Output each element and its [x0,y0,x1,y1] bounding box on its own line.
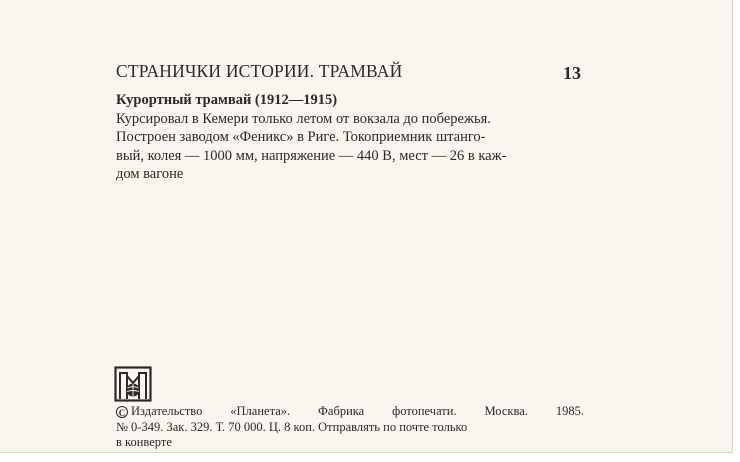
series-title: СТРАНИЧКИ ИСТОРИИ. ТРАМВАЙ [116,61,403,81]
copyright-icon: С [116,406,128,418]
imprint-word: Фабрика [318,404,365,418]
page-number: 13 [563,63,581,83]
imprint [116,404,586,451]
article-line: Курсировал в Кемери только летом от вокзала до побережья. [116,111,491,127]
article-line: вый, колея — 1000 мм, напряжение — 440 В, мест — 26 в каж- [116,147,507,164]
article-heading: Курортный трамвай (1912—1915) [116,92,338,108]
imprint-word: «Планета». [230,404,291,418]
imprint-word: фотопечати. [392,404,457,418]
imprint-word: 1985. [555,404,584,418]
imprint-word: Издательство [131,404,203,418]
article-body [116,110,586,183]
imprint-part [116,404,202,420]
article-line: дом вагоне [116,165,184,182]
imprint-word: Москва. [484,404,528,418]
publisher-logo-icon [114,366,152,402]
imprint-line [116,404,584,420]
imprint-line: № 0-349. Зак. 329. Т. 70 000. Ц. 8 коп. Отправлять по почте только [116,419,468,434]
article-line: Построен заводом «Феникс» в Риге. Токоприемник штанго- [116,129,486,146]
imprint-line: в конверте [116,435,172,449]
